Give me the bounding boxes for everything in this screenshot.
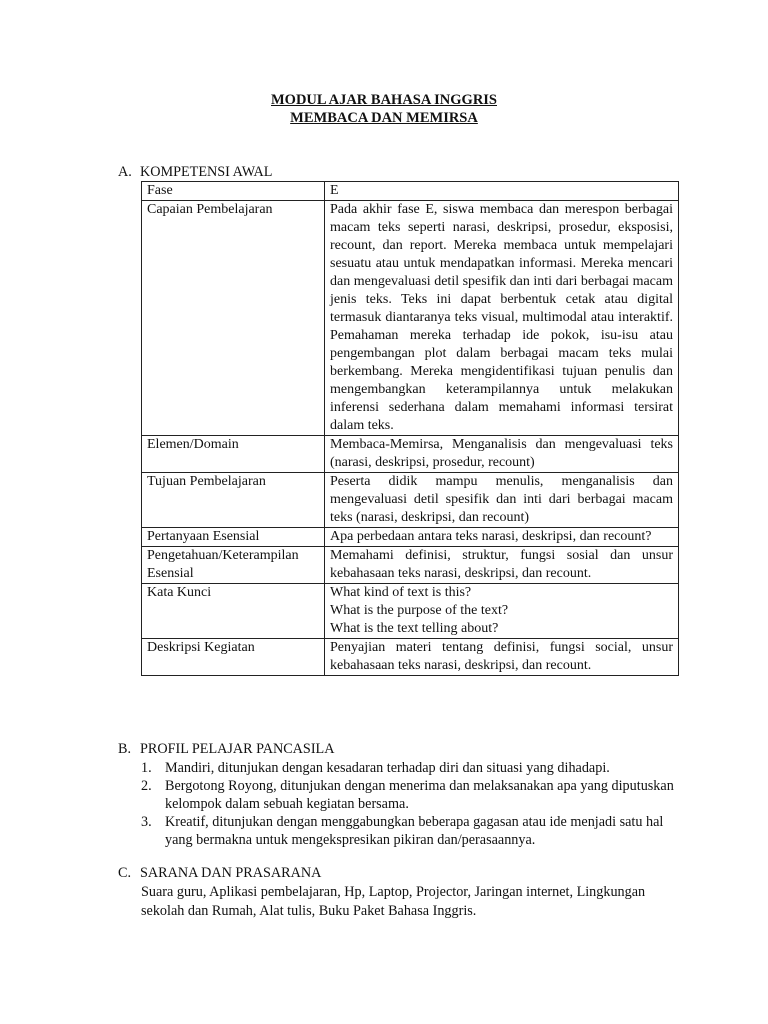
table-row-deskripsi [142,639,679,676]
section-title: PROFIL PELAJAR PANCASILA [140,741,335,757]
label-text: Kata Kunci [147,585,212,600]
list-number: 2. [141,778,152,794]
list-item-text: Mandiri, ditunjukan dengan kesadaran terhadap diri dan situasi yang dihadapi. [165,760,610,776]
row-label [142,436,325,473]
content-text: What is the purpose of the text? [330,603,509,618]
content-text: What kind of text is this? [330,585,472,600]
sarana-paragraph: Suara guru, Aplikasi pembelajaran, Hp, Laptop, Projector, Jaringan internet, Lingkungan sekolah dan Rumah, Alat tulis, Buku Paket Bahasa Inggris. [141,884,646,919]
row-label [142,473,325,528]
row-label [142,639,325,676]
label-text: Elemen/Domain [147,437,239,452]
label-text: Pertanyaan Esensial [147,529,260,544]
row-label [142,201,325,436]
row-label [142,182,325,201]
section-c-heading [118,865,321,882]
content-text: Memahami definisi, struktur, fungsi sosial dan unsur kebahasaan teks narasi, deskripsi, dan recount. [330,548,673,581]
section-title: SARANA DAN PRASARANA [140,865,322,881]
list-number: 3. [141,814,152,830]
table-row-tujuan [142,473,679,528]
row-content [325,201,679,436]
label-text: Tujuan Pembelajaran [147,474,266,489]
section-b-heading [118,741,334,758]
row-label [142,584,325,639]
section-a-heading [118,164,272,181]
label-text: Capaian Pembelajaran [147,202,273,217]
list-item [141,759,681,777]
row-content [325,639,679,676]
profil-list [141,759,681,849]
label-text: Deskripsi Kegiatan [147,640,255,655]
section-title: KOMPETENSI AWAL [140,164,273,180]
content-text: Apa perbedaan antara teks narasi, deskripsi, dan recount? [330,529,652,544]
section-letter: C. [118,865,132,881]
row-content [325,182,679,201]
list-item [141,777,681,813]
content-text: Pada akhir fase E, siswa membaca dan merespon berbagai macam teks seperti narasi, deskripsi, prosedur, eksposisi, recount, dan report. Mereka membaca untuk mempelajari sesuatu atau untuk mendapatkan informasi. Mereka mencari dan mengevaluasi detil spesifik dan inti dari berbagai macam jenis teks. Teks ini dapat berbentuk cetak atau digital termasuk diantaranya teks visual, multimodal atau interaktif. Pemahaman mereka terhadap ide pokok, isu-isu atau pengembangan plot dalam berbagai macam teks mulai berkembang. Mereka mengidentifikasi tujuan penulis dan mengembangkan keterampilannya untuk melakukan inferensi sederhana dalam memahami informasi tersirat dalam teks. [330,202,673,433]
row-label [142,528,325,547]
row-content [325,528,679,547]
row-content [325,436,679,473]
document-title-line2: MEMBACA DAN MEMIRSA [290,110,478,126]
row-label [142,547,325,584]
table-row-fase [142,182,679,201]
kompetensi-table [141,181,679,676]
label-text: Esensial [147,566,194,581]
section-letter: A. [118,164,132,180]
table-row-elemen [142,436,679,473]
row-content [325,473,679,528]
row-content [325,584,679,639]
document-title-line1: MODUL AJAR BAHASA INGGRIS [271,92,497,108]
content-text: What is the text telling about? [330,621,499,636]
table-row-pengetahuan [142,547,679,584]
section-letter: B. [118,741,132,757]
content-text: E [330,183,339,198]
list-number: 1. [141,760,152,776]
label-text: Pengetahuan/Keterampilan [147,548,299,563]
content-text: Membaca-Memirsa, Menganalisis dan mengevaluasi teks (narasi, deskripsi, prosedur, recount) [330,437,673,470]
content-text: Peserta didik mampu menulis, menganalisis dan mengevaluasi detil spesifik dan inti dari berbagai macam teks (narasi, deskripsi, dan recount) [330,474,673,525]
label-text: Fase [147,183,173,198]
list-item [141,813,681,849]
table-row-capaian [142,201,679,436]
table-row-pertanyaan [142,528,679,547]
list-item-text: Bergotong Royong, ditunjukan dengan menerima dan melaksanakan apa yang diputuskan kelompok dalam sebuah kegiatan bersama. [165,778,674,812]
row-content [325,547,679,584]
table-row-kata-kunci [142,584,679,639]
list-item-text: Kreatif, ditunjukan dengan menggabungkan beberapa gagasan atau ide menjadi satu hal yang bermakna untuk mengekspresikan pikiran dan/perasaannya. [165,814,664,848]
content-text: Penyajian materi tentang definisi, fungsi social, unsur kebahasaan teks narasi, deskripsi, dan recount. [330,640,673,673]
